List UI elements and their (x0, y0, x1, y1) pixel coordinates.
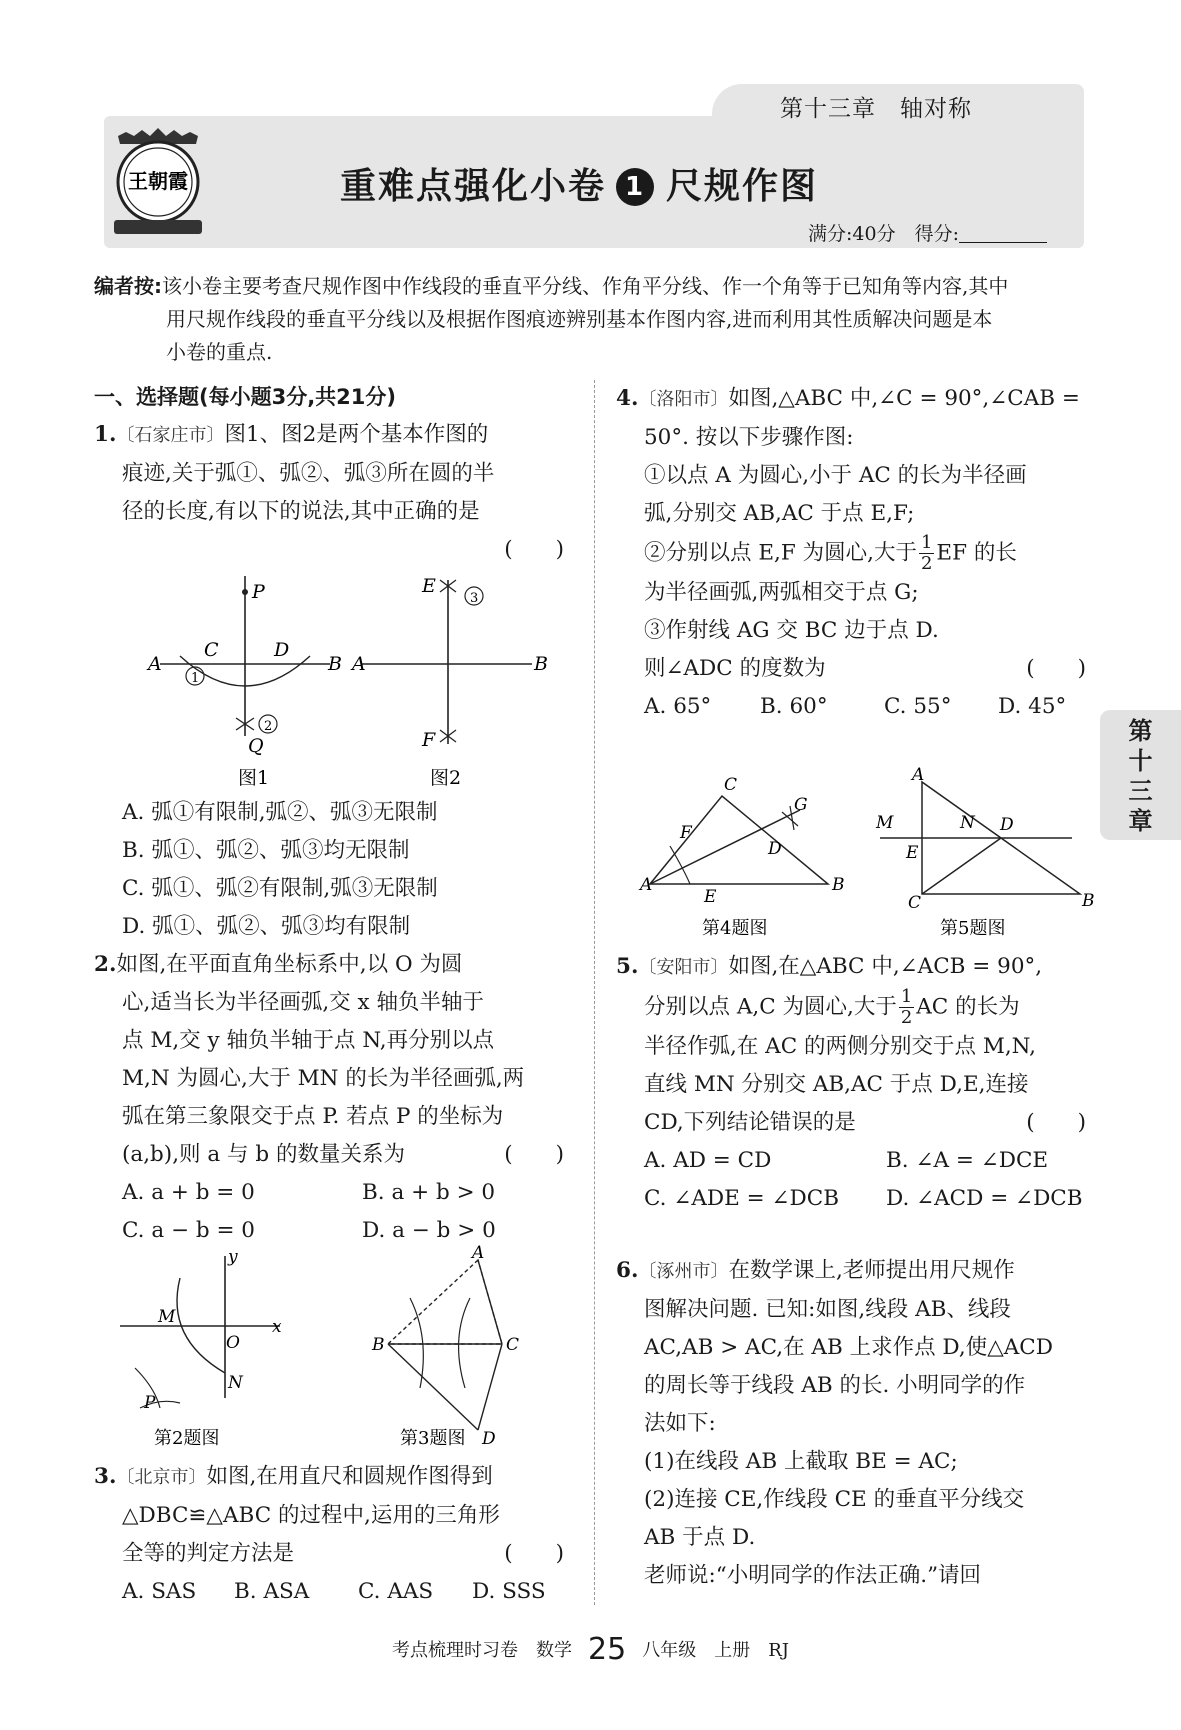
svg-text:B: B (534, 653, 548, 675)
editor-note: 编者按:该小卷主要考查尺规作图中作线段的垂直平分线、作角平分线、作一个角等于已知角等内容,其中 用尺规作线段的垂直平分线以及根据作图痕迹辨别基本作图内容,进而利用其性质解决问题是本 小卷的重点. (94, 274, 1009, 364)
svg-text:M: M (158, 1307, 176, 1327)
column-divider (594, 380, 595, 1605)
svg-text:x: x (272, 1317, 282, 1337)
chapter-title: 第十三章 轴对称 (780, 96, 972, 122)
q1-options: A. 弧①有限制,弧②、弧③无限制 B. 弧①、弧②、弧③均无限制 C. 弧①、弧②有限制,弧③无限制 D. 弧①、弧②、弧③均有限制 (122, 800, 438, 939)
q4-fig-caption: 第4题图 (702, 918, 768, 939)
svg-text:A: A (148, 653, 162, 675)
svg-text:N: N (228, 1373, 243, 1393)
svg-text:B: B (832, 875, 845, 895)
question-2: 2.如图,在平面直角坐标系中,以 O 为圆 心,适当长为半径画弧,交 x 轴负半轴于 点 M,交 y 轴负半轴于点 N,再分别以点 M,N 为圆心,大于 MN 的长为半径画弧,两 弧在第三象限交于点 P. 若点 P 的坐标为 (a,b),则 a 与 b 的数量关系为 ( ) A. a + b = 0 B. a + b > 0 C. a − b = 0 D. a − b > 0 (94, 952, 564, 1243)
chapter-side-tab: 第 十 三 章 (1100, 710, 1181, 840)
svg-text:F: F (422, 729, 436, 751)
q2-q3-figures (120, 1243, 560, 1449)
svg-text:P: P (144, 1393, 156, 1413)
svg-text:D: D (1000, 815, 1014, 835)
q2-fig-caption: 第2题图 (154, 1428, 220, 1449)
svg-text:C: C (724, 775, 738, 795)
question-1: 1.〔石家庄市〕图1、图2是两个基本作图的 痕迹,关于弧①、弧②、弧③所在圆的半 径的长度,有以下的说法,其中正确的是 ( ) (94, 422, 564, 562)
svg-text:D: D (274, 639, 290, 661)
left-column (94, 378, 564, 569)
logo-ribbon (114, 220, 202, 234)
svg-text:C: C (908, 893, 922, 913)
page-footer: 考点梳理时习卷 数学 25 八年级 上册 RJ (392, 1632, 789, 1667)
svg-text:B: B (372, 1335, 385, 1355)
question-6: 6.〔涿州市〕在数学课上,老师提出用尺规作 图解决问题. 已知:如图,线段 AB、线段 AC,AB > AC,在 AB 上求作点 D,使△ACD 的周长等于线段 AB 的长. 小明同学的作 法如下: (1)在线段 AB 上截取 BE = AC; (2)连接 CE,作线段 CE 的垂直平分线交 AB 于点 D. 老师说:“小明同学的作法正确.”请回 (616, 1258, 1053, 1588)
svg-text:E: E (422, 575, 436, 597)
question-3: 3.〔北京市〕如图,在用直尺和圆规作图得到 △DBC≌△ABC 的过程中,运用的三角形 全等的判定方法是 ( ) A. SAS B. ASA C. AAS D. SSS (94, 1464, 564, 1604)
svg-text:E: E (704, 887, 717, 907)
svg-text:Q: Q (248, 735, 264, 757)
svg-text:3: 3 (470, 591, 479, 606)
fig2-caption: 图2 (430, 767, 462, 789)
svg-text:C: C (204, 639, 219, 661)
score-blank (959, 224, 1047, 243)
svg-text:F: F (680, 823, 692, 843)
svg-text:E: E (906, 843, 919, 863)
svg-text:N: N (960, 813, 975, 833)
page-number: 25 (588, 1632, 627, 1667)
svg-text:M: M (876, 813, 894, 833)
q3-fig-caption: 第3题图 (400, 1428, 466, 1449)
score-line: 满分:40分 得分: (808, 219, 1047, 246)
q4-q5-figures (640, 766, 1100, 942)
q5-fig-caption: 第5题图 (940, 918, 1006, 939)
svg-text:D: D (482, 1429, 496, 1449)
svg-text:C: C (506, 1335, 520, 1355)
page-title: 重难点强化小卷 1 尺规作图 (340, 166, 819, 207)
svg-text:A: A (352, 653, 366, 675)
svg-text:y: y (228, 1247, 238, 1267)
svg-text:B: B (1082, 891, 1095, 911)
q1-figures (140, 566, 560, 789)
svg-text:B: B (328, 653, 342, 675)
svg-text:O: O (226, 1333, 240, 1353)
logo-text: 王朝霞 (128, 169, 188, 193)
svg-text:1: 1 (191, 671, 200, 686)
svg-text:G: G (794, 795, 808, 815)
svg-text:D: D (768, 839, 782, 859)
editor-note-label: 编者按: (94, 274, 162, 298)
question-5: 5.〔安阳市〕如图,在△ABC 中,∠ACB = 90°, 分别以点 A,C 为圆心,大于 $\frac{1}{2}$ AC 的长为 半径作弧,在 AC 的两侧分别交于点 M,N, 直线 MN 分别交 AB,AC 于点 D,E,连接 CD,下列结论错误的是 ( ) A. AD = CD B. ∠A = ∠DCE C. ∠ADE = ∠DCB D. ∠ACD = ∠DCB (616, 954, 1086, 1211)
section-heading: 一、选择题(每小题3分,共21分) (94, 385, 397, 409)
fig1-caption: 图1 (238, 767, 270, 789)
svg-text:A: A (472, 1243, 485, 1263)
publisher-logo (108, 122, 208, 247)
title-number-badge: 1 (616, 168, 654, 206)
svg-text:A: A (912, 765, 925, 785)
question-4: 4.〔洛阳市〕如图,△ABC 中,∠C = 90°,∠CAB = 50°. 按以下步骤作图: ①以点 A 为圆心,小于 AC 的长为半径画 弧,分别交 AB,AC 于点 E,F; ②分别以点 E,F 为圆心,大于 $\frac{1}{2}$ EF 的长 为半径画弧,两弧相交于点 G; ③作射线 AG 交 BC 边于点 D. 则∠ADC 的度数为 ( ) A. 65° B. 60° C. 55° D. 45° (616, 386, 1086, 719)
svg-text:P: P (252, 581, 265, 603)
svg-text:A: A (640, 875, 653, 895)
svg-text:2: 2 (264, 719, 273, 734)
